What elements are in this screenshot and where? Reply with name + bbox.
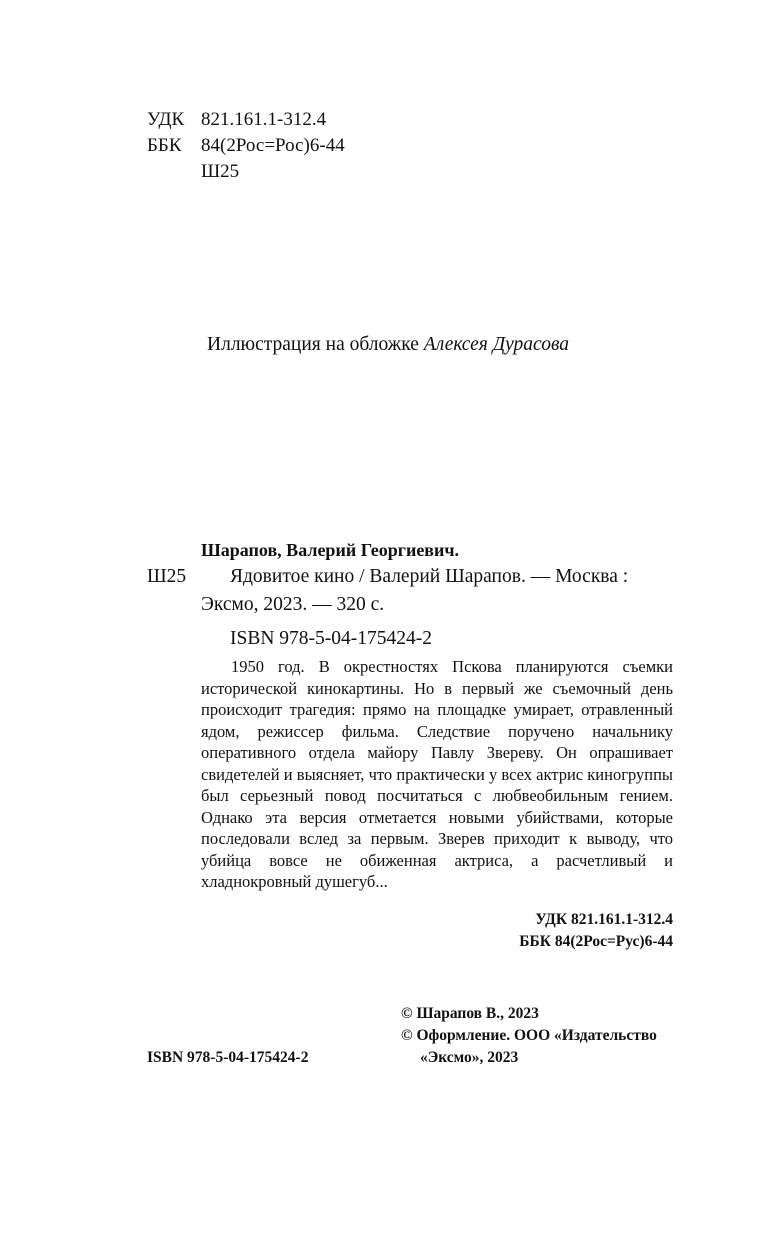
record-udk: УДК 821.161.1-312.4 (535, 911, 673, 928)
record-isbn: ISBN 978-5-04-175424-2 (230, 628, 433, 649)
udk-label: УДК (147, 109, 185, 130)
publisher-line: Эксмо, 2023. — 320 с. (201, 594, 385, 615)
copyright-design-line1: © Оформление. ООО «Издательство (401, 1027, 657, 1044)
bbk-line (147, 133, 345, 159)
illustration-prefix: Иллюстрация на обложке (207, 334, 419, 355)
annotation (201, 656, 673, 893)
footer-isbn: ISBN 978-5-04-175424-2 (147, 1049, 309, 1066)
udk-value: 821.161.1-312.4 (201, 109, 327, 130)
record-bbk: ББК 84(2Рос=Рус)6-44 (519, 933, 673, 950)
bbk-label: ББК (147, 135, 182, 156)
copyright-author: © Шарапов В., 2023 (401, 1005, 539, 1022)
illustration-credit (207, 334, 569, 356)
author-heading: Шарапов, Валерий Георгиевич. (201, 540, 460, 560)
author-mark-top: Ш25 (201, 161, 240, 182)
illustration-artist: Алексея Дурасова (423, 334, 570, 355)
copyright-design-line2: «Эксмо», 2023 (420, 1049, 519, 1066)
title-line: Ядовитое кино / Валерий Шарапов. — Москва : (230, 566, 629, 587)
annotation-text: 1950 год. В окрестностях Пскова планируются съемки исторической кинокартины. Но в первый же съемочный день происходит трагедия: прямо на площадке умирает, отравленный ядом, режиссер фильма. Следствие поручено начальнику оперативного отдела майору Павлу Звереву. Он опрашивает свидетелей и выясняет, что практически у всех актрис киногруппы был серьезный повод посчитаться с любвеобильным гением. Однако эта версия отметается новыми убийствами, которые последовали вслед за первым. Зверев приходит к выводу, что убийца вовсе не обиженная актриса, а расчетливый и хладнокровный душегуб... (201, 657, 673, 891)
bbk-value: 84(2Рос=Рос)6-44 (201, 135, 345, 156)
udk-line (147, 107, 326, 133)
author-mark-record: Ш25 (147, 566, 187, 587)
